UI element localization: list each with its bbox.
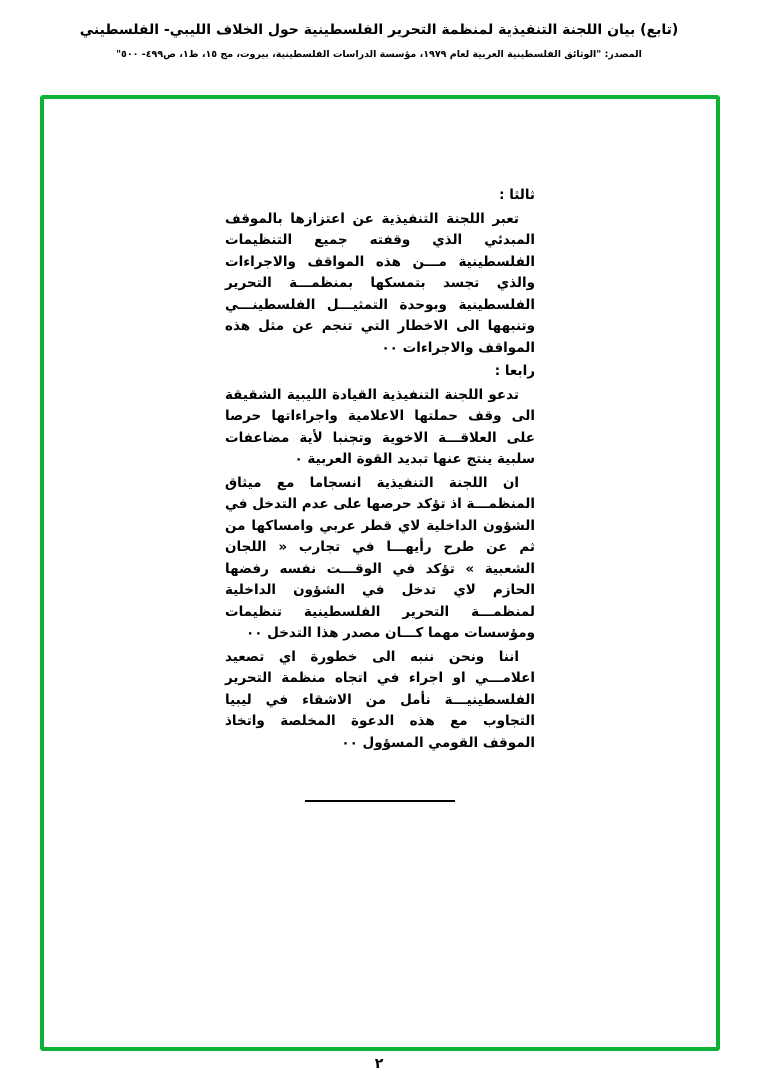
section-heading-fourth: رابعا : (494, 363, 535, 379)
document-source-line: المصدر: "الوثائق الفلسطينية العربية لعام ١٩٧٩، مؤسسة الدراسات الفلسطينية، بيروت، مج ١٥، ط١، ص٤٩٩- ٥٠٠" (116, 49, 642, 60)
end-divider-line (305, 800, 455, 802)
section-heading-third: ثالثا : (499, 187, 535, 203)
green-border-frame (40, 95, 720, 1051)
paragraph-fourth: تدعو اللجنة التنفيذية القيادة الليبية الشقيقة الى وقف حملتها الاعلامية واجراءاتها حرصا على العلاقـــة الاخوية وتجنبا لأية مضاعفات سلبية ينتج عنها تبديد القوة العربية ٠ (225, 386, 535, 467)
paragraph-third: تعبر اللجنة التنفيذية عن اعتزازها بالموقف المبدئي الذي وقفته جميع التنظيمات الفلسطينية مـــن هذه المواقف والاجراءات والذي تجسد بتمسكها بمنظمـــة التحرير الفلسطينية وبوحدة التمثيـــل الفلسطينـــي وتنبهها الى الاخطار التي تنجم عن مثل هذه المواقف والاجراءات ٠٠ (225, 210, 535, 356)
document-body (225, 185, 535, 802)
document-title: (تابع) بيان اللجنة التنفيذية لمنظمة التحرير الفلسطينية حول الخلاف الليبي- الفلسطيني (79, 22, 679, 38)
paragraph-sixth: اننا ونحن ننبه الى خطورة اي تصعيد اعلامـــي او اجراء في اتجاه منظمة التحرير الفلسطينيـــة نأمل من الاشقاء في ليبيا التجاوب مع هذه الدعوة المخلصة واتخاذ الموقف القومي المسؤول ٠٠ (225, 648, 535, 751)
paragraph-fifth: ان اللجنة التنفيذية انسجاما مع ميثاق المنظمـــة اذ تؤكد حرصها على عدم التدخل في الشؤون الداخلية لاي قطر عربي وامساكها من ثم عن طرح رأيهـــا في تجارب « اللجان الشعبية » تؤكد في الوقـــت نفسه رفضها الحازم لاي تدخل في الشؤون الداخلية لمنظمـــة التحرير الفلسطينية تنظيمات ومؤسسات مهما كـــان مصدر هذا التدخل ٠٠ (225, 474, 535, 641)
page-number: ٢ (374, 1056, 384, 1072)
document-header (0, 20, 758, 60)
